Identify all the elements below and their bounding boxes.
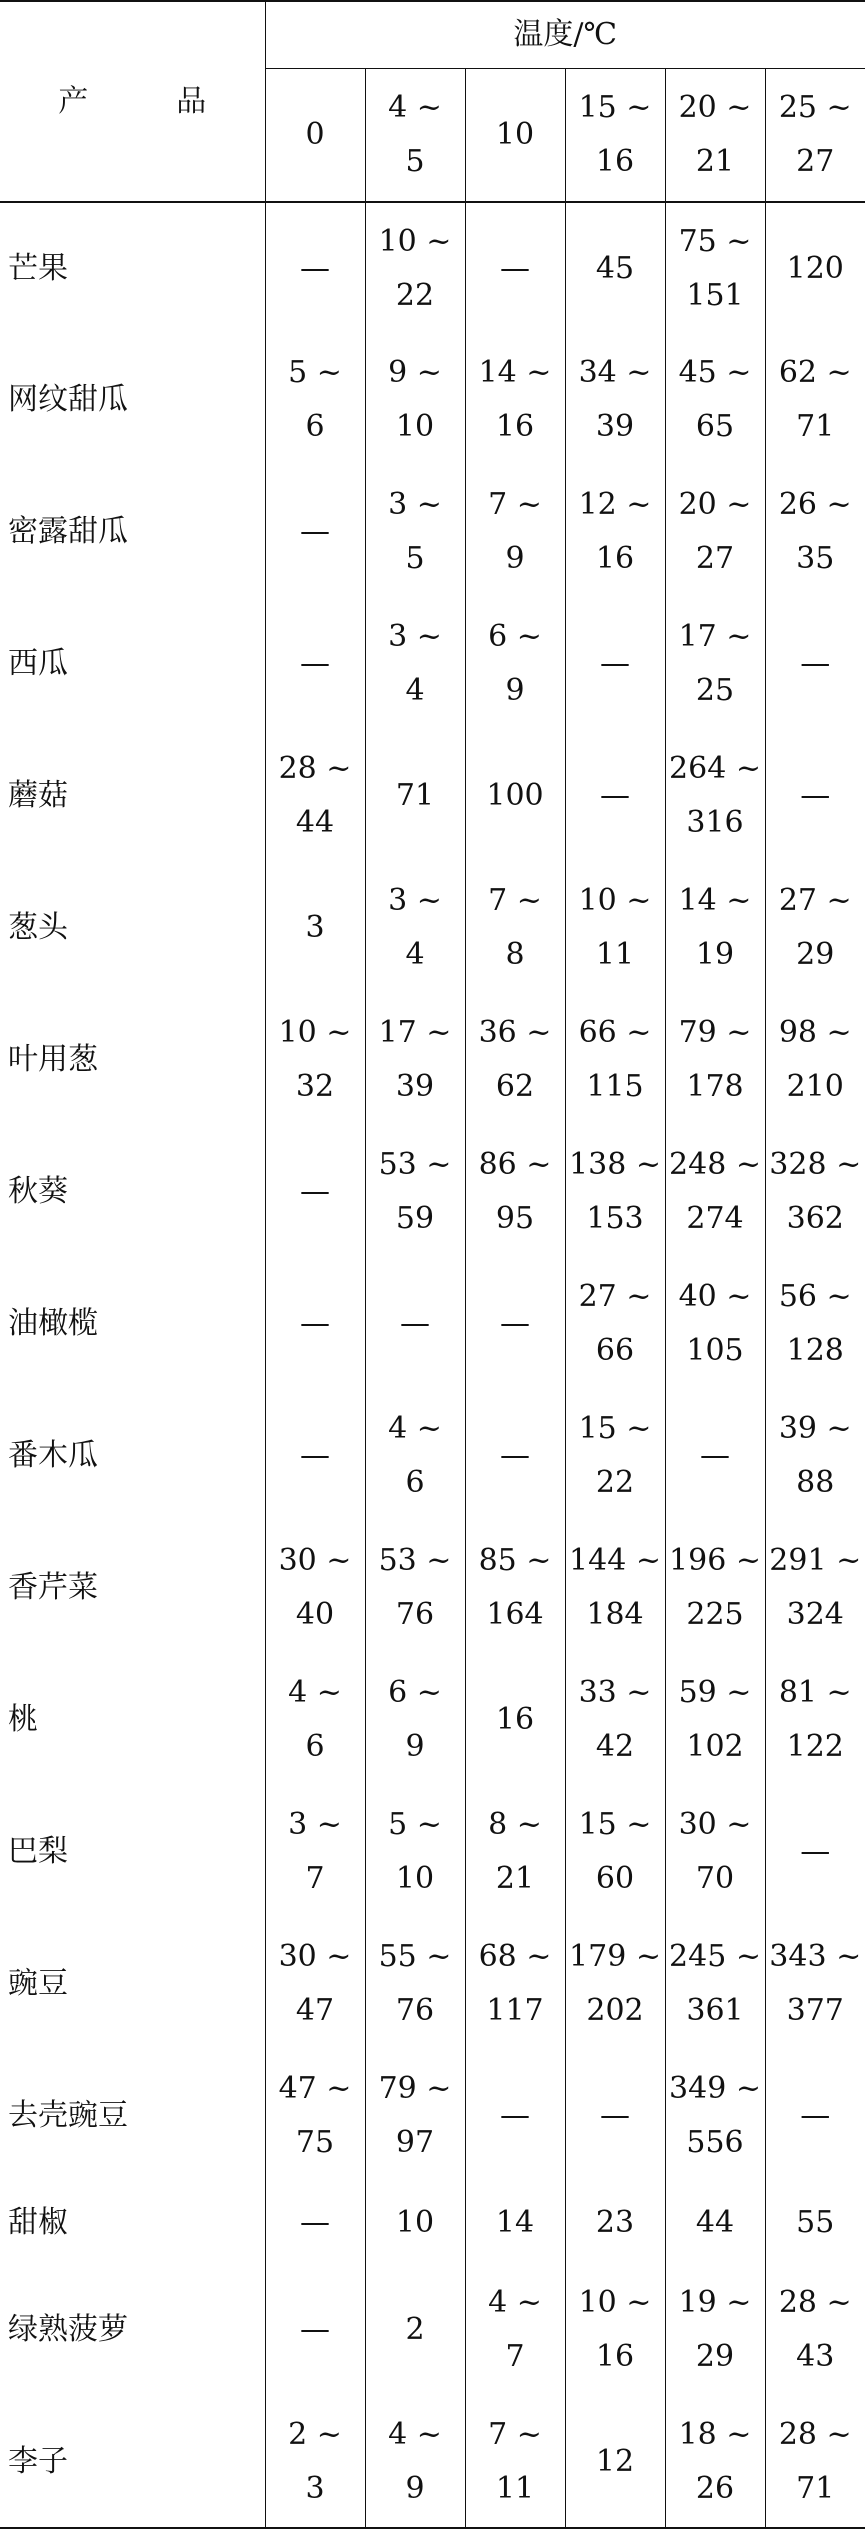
value-cell: 55 (796, 2205, 835, 2240)
temperature-column-header: 10 (465, 69, 565, 203)
temperature-header: 温度/℃ (265, 1, 865, 69)
value-cell: 23 (565, 2182, 665, 2264)
product-name-cell: 蘑菇 (0, 730, 265, 862)
table-row (0, 730, 865, 862)
value-cell: — (265, 202, 365, 334)
value-cell: 28 ~ 44 (265, 730, 365, 862)
value-cell: 18 ~ 26 (665, 2396, 765, 2528)
value-cell: 343 ~ 377 (769, 1939, 862, 2028)
table-row (0, 1126, 865, 1258)
value-cell: 47 ~ 75 (265, 2050, 365, 2182)
value-cell: 8 ~ 21 (465, 1786, 565, 1918)
value-cell: 196 ~ 225 (665, 1522, 765, 1654)
product-name-cell: 西瓜 (0, 598, 265, 730)
value-cell: 20 ~ 27 (665, 466, 765, 598)
value-cell: 2 (365, 2264, 465, 2396)
value-cell: 33 ~ 42 (565, 1654, 665, 1786)
value-cell: 7 ~ 8 (465, 862, 565, 994)
value-cell: 14 ~ 16 (465, 334, 565, 466)
value-cell: 264 ~ 316 (665, 730, 765, 862)
product-header-char-2: 品 (176, 83, 207, 119)
value-cell: 53 ~ 76 (365, 1522, 465, 1654)
value-cell: 4 ~ 7 (465, 2264, 565, 2396)
product-name-cell: 网纹甜瓜 (0, 334, 265, 466)
table-row (0, 1654, 865, 1786)
value-cell: 4 ~ 9 (365, 2396, 465, 2528)
value-cell: 3 ~ 5 (365, 466, 465, 598)
value-cell: 62 ~ 71 (778, 355, 852, 444)
value-cell: 26 ~ 35 (778, 487, 852, 576)
value-cell: 5 ~ 10 (365, 1786, 465, 1918)
value-cell: 10 ~ 11 (565, 862, 665, 994)
table-row (0, 466, 865, 598)
value-cell: 28 ~ 71 (765, 2396, 865, 2528)
table-row (0, 202, 865, 334)
value-cell: 3 ~ 4 (365, 862, 465, 994)
value-cell: 6 ~ 9 (465, 598, 565, 730)
product-name-cell: 巴梨 (0, 1786, 265, 1918)
table-row (0, 2396, 865, 2528)
value-cell: — (465, 1258, 565, 1390)
value-cell: 291 ~ 324 (769, 1543, 862, 1632)
value-cell: 2 ~ 3 (265, 2396, 365, 2528)
value-cell: 248 ~ 274 (665, 1126, 765, 1258)
temperature-column-header: 4 ~ 5 (365, 69, 465, 203)
temperature-column-header: 15 ~ 16 (565, 69, 665, 203)
value-cell: — (665, 1390, 765, 1522)
value-cell: 19 ~ 29 (665, 2264, 765, 2396)
value-cell: 10 (365, 2182, 465, 2264)
value-cell: 12 ~ 16 (565, 466, 665, 598)
value-cell: 59 ~ 102 (665, 1654, 765, 1786)
value-cell: — (265, 1126, 365, 1258)
product-name-cell: 叶用葱 (0, 994, 265, 1126)
product-name-cell: 密露甜瓜 (0, 466, 265, 598)
value-cell: — (265, 2264, 365, 2396)
value-cell: — (265, 466, 365, 598)
value-cell: — (800, 2098, 831, 2133)
value-cell: 39 ~ 88 (778, 1411, 852, 1500)
value-cell: — (800, 778, 831, 813)
product-name-cell: 香芹菜 (0, 1522, 265, 1654)
product-name-cell: 甜椒 (0, 2182, 265, 2264)
value-cell: 45 (565, 202, 665, 334)
value-cell: 10 ~ 32 (265, 994, 365, 1126)
value-cell: 328 ~ 362 (769, 1147, 862, 1236)
value-cell: 34 ~ 39 (565, 334, 665, 466)
value-cell: — (265, 1390, 365, 1522)
value-cell: 179 ~ 202 (565, 1918, 665, 2050)
product-name-cell: 豌豆 (0, 1918, 265, 2050)
table-row (0, 2182, 865, 2264)
value-cell: 55 ~ 76 (365, 1918, 465, 2050)
value-cell: — (465, 1390, 565, 1522)
value-cell: 10 ~ 16 (565, 2264, 665, 2396)
value-cell: 36 ~ 62 (465, 994, 565, 1126)
value-cell: 17 ~ 39 (365, 994, 465, 1126)
value-cell: 16 (465, 1654, 565, 1786)
value-cell: 9 ~ 10 (365, 334, 465, 466)
value-cell: 10 ~ 22 (365, 202, 465, 334)
value-cell: — (265, 1258, 365, 1390)
value-cell: — (265, 598, 365, 730)
value-cell: 15 ~ 22 (565, 1390, 665, 1522)
value-cell: 349 ~ 556 (665, 2050, 765, 2182)
product-name-cell: 秋葵 (0, 1126, 265, 1258)
value-cell: 44 (665, 2182, 765, 2264)
product-name-cell: 绿熟菠萝 (0, 2264, 265, 2396)
product-name-cell: 葱头 (0, 862, 265, 994)
value-cell: 75 ~ 151 (665, 202, 765, 334)
product-name-cell: 芒果 (0, 202, 265, 334)
value-cell: 79 ~ 178 (665, 994, 765, 1126)
value-cell: 6 ~ 9 (365, 1654, 465, 1786)
value-cell: 3 (265, 862, 365, 994)
value-cell: 4 ~ 6 (265, 1654, 365, 1786)
value-cell: — (565, 730, 665, 862)
value-cell: — (265, 2182, 365, 2264)
table-row (0, 1258, 865, 1390)
value-cell: 30 ~ 40 (265, 1522, 365, 1654)
temperature-column-header: 25 ~ 27 (765, 69, 865, 203)
value-cell: 45 ~ 65 (665, 334, 765, 466)
value-cell: 3 ~ 7 (265, 1786, 365, 1918)
value-cell: 27 ~ 66 (565, 1258, 665, 1390)
value-cell: 98 ~ 210 (778, 1015, 852, 1104)
product-name-cell: 番木瓜 (0, 1390, 265, 1522)
value-cell: 30 ~ 47 (265, 1918, 365, 2050)
table-row (0, 994, 865, 1126)
value-cell: 100 (465, 730, 565, 862)
table-row (0, 1918, 865, 2050)
value-cell: — (465, 202, 565, 334)
value-cell: 56 ~ 128 (778, 1279, 852, 1368)
value-cell: 28 ~ 43 (778, 2285, 852, 2374)
value-cell: 14 ~ 19 (665, 862, 765, 994)
value-cell: 79 ~ 97 (365, 2050, 465, 2182)
table-row (0, 598, 865, 730)
product-column-header (0, 1, 265, 202)
value-cell: — (465, 2050, 565, 2182)
table-row (0, 862, 865, 994)
value-cell: 17 ~ 25 (665, 598, 765, 730)
value-cell: — (365, 1258, 465, 1390)
value-cell: 71 (365, 730, 465, 862)
value-cell: 66 ~ 115 (565, 994, 665, 1126)
value-cell: 12 (565, 2396, 665, 2528)
product-name-cell: 李子 (0, 2396, 265, 2528)
table-row (0, 1522, 865, 1654)
value-cell: 7 ~ 9 (465, 466, 565, 598)
value-cell: — (800, 646, 831, 681)
table-row (0, 1390, 865, 1522)
value-cell: 138 ~ 153 (565, 1126, 665, 1258)
product-name-cell: 油橄榄 (0, 1258, 265, 1390)
product-header-char-1: 产 (58, 83, 89, 119)
table-row (0, 334, 865, 466)
value-cell: 120 (786, 250, 844, 286)
temperature-column-header: 0 (265, 69, 365, 203)
value-cell: 245 ~ 361 (665, 1918, 765, 2050)
value-cell: 40 ~ 105 (665, 1258, 765, 1390)
value-cell: 7 ~ 11 (465, 2396, 565, 2528)
product-name-cell: 去壳豌豆 (0, 2050, 265, 2182)
value-cell: 30 ~ 70 (665, 1786, 765, 1918)
value-cell: 85 ~ 164 (465, 1522, 565, 1654)
value-cell: 14 (465, 2182, 565, 2264)
value-cell: — (800, 1834, 831, 1869)
table-row (0, 2264, 865, 2396)
table-row (0, 2050, 865, 2182)
value-cell: — (565, 2050, 665, 2182)
value-cell: 5 ~ 6 (265, 334, 365, 466)
product-name-cell: 桃 (0, 1654, 265, 1786)
value-cell: 27 ~ 29 (778, 883, 852, 972)
value-cell: 144 ~ 184 (565, 1522, 665, 1654)
value-cell: — (565, 598, 665, 730)
value-cell: 15 ~ 60 (565, 1786, 665, 1918)
temperature-column-header: 20 ~ 21 (665, 69, 765, 203)
table-row (0, 1786, 865, 1918)
value-cell: 68 ~ 117 (465, 1918, 565, 2050)
value-cell: 4 ~ 6 (365, 1390, 465, 1522)
value-cell: 81 ~ 122 (778, 1675, 852, 1764)
value-cell: 86 ~ 95 (465, 1126, 565, 1258)
value-cell: 3 ~ 4 (365, 598, 465, 730)
value-cell: 53 ~ 59 (365, 1126, 465, 1258)
